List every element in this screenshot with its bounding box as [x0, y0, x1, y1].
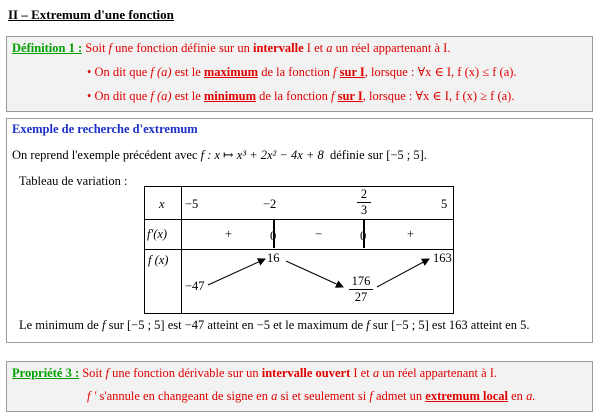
sign-zero: 0: [360, 229, 367, 243]
interval: [−5 ; 5]: [127, 318, 165, 332]
keyword-sur-i: sur I: [337, 89, 363, 103]
section-title: II – Extremum d'une fonction: [8, 7, 174, 22]
math-f: f: [369, 389, 373, 403]
math-a: a.: [526, 389, 536, 403]
interval: [−5 ; 5].: [386, 148, 427, 162]
fraction-denominator: 3: [360, 203, 368, 217]
text: un réel appartenant à I.: [335, 41, 451, 55]
text: est −47 atteint en −5 et le maximum de: [167, 318, 364, 332]
math-f: f: [108, 41, 113, 55]
math-f: f: [330, 89, 335, 103]
definition-line-min: [87, 88, 514, 104]
definition-line-1: [12, 41, 450, 56]
text: admet un: [375, 389, 423, 403]
text: • On dit que: [87, 65, 148, 79]
property-label: Propriété 3 :: [12, 366, 80, 380]
keyword-extremum-local: extremum local: [425, 389, 508, 403]
math-fa: f (a): [150, 89, 172, 103]
text: I et: [306, 41, 324, 55]
math-f: f: [333, 65, 337, 79]
text: une fonction définie sur un: [115, 41, 250, 55]
property-line-2: [87, 389, 535, 404]
math-f: f: [366, 318, 370, 332]
example-intro: [12, 147, 427, 163]
table-caption: Tableau de variation :: [19, 174, 128, 188]
text: définie sur: [329, 148, 384, 162]
x-header: x: [159, 197, 165, 211]
fraction-numerator: 176: [351, 274, 371, 288]
text: , lorsque :: [364, 65, 415, 79]
example-title: Exemple de recherche d'extremum: [12, 122, 198, 136]
math-fprime: f ′: [87, 389, 97, 403]
f-value: 163: [433, 251, 452, 265]
property-box: [6, 361, 593, 412]
keyword-intervalle: intervalle: [252, 41, 304, 55]
text: sur: [372, 318, 389, 332]
text: Soit: [82, 366, 103, 380]
math-a: a: [372, 366, 380, 380]
keyword-minimum: minimum: [203, 89, 256, 103]
x-value: 5: [441, 197, 448, 211]
math-a: a: [271, 389, 278, 403]
text: , lorsque :: [362, 89, 413, 103]
text: Le minimum de: [19, 318, 99, 332]
math-a: a: [326, 41, 333, 55]
definition-line-max: [87, 64, 517, 80]
math-f: f: [105, 366, 109, 380]
sign: +: [407, 227, 415, 241]
text: Soit: [85, 41, 106, 55]
variation-arrows: [145, 187, 455, 315]
text: I et: [353, 366, 370, 380]
text: sur: [108, 318, 124, 332]
arrow-decrease: [286, 261, 343, 287]
condition-min: ∀x ∈ I, f (x) ≥ f (a).: [415, 89, 515, 103]
x-value: −2: [263, 197, 277, 211]
keyword-maximum: maximum: [203, 65, 259, 79]
text: une fonction dérivable sur un: [112, 366, 259, 380]
text: un réel appartenant à I.: [382, 366, 498, 380]
arrow-increase: [208, 259, 265, 285]
definition-box: [6, 36, 593, 112]
fraction-denominator: 27: [354, 290, 368, 304]
text: • On dit que: [87, 89, 148, 103]
text: en: [511, 389, 523, 403]
text: de la fonction: [259, 89, 328, 103]
sign: −: [315, 227, 323, 241]
keyword-intervalle-ouvert: intervalle ouvert: [261, 366, 351, 380]
text: est le: [174, 89, 201, 103]
text: s'annule en changeant de signe en: [99, 389, 268, 403]
f-value: 16: [267, 251, 280, 265]
math-f: f: [101, 318, 106, 332]
condition-max: ∀x ∈ I, f (x) ≤ f (a).: [417, 65, 517, 79]
text: est le: [174, 65, 201, 79]
function-expression: f : x ↦ x³ + 2x² − 4x + 8: [200, 148, 324, 162]
interval: [−5 ; 5]: [391, 318, 429, 332]
sign-zero: 0: [270, 229, 277, 243]
function-header: f (x): [148, 253, 169, 267]
definition-label: Définition 1 :: [12, 41, 83, 55]
fraction-numerator: 2: [360, 187, 368, 201]
f-value: −47: [185, 279, 205, 293]
text: est 163 atteint en 5.: [431, 318, 530, 332]
text: de la fonction: [261, 65, 330, 79]
math-fa: f (a): [150, 65, 172, 79]
text: si et seulement si: [280, 389, 367, 403]
keyword-sur-i: sur I: [339, 65, 365, 79]
variation-table: [144, 186, 454, 314]
example-conclusion: [19, 318, 529, 333]
derivative-header: f′(x): [147, 227, 168, 241]
sign: +: [225, 227, 233, 241]
x-value: −5: [185, 197, 199, 211]
arrow-increase: [377, 259, 429, 287]
property-line-1: [12, 366, 497, 381]
text: On reprend l'exemple précédent avec: [12, 148, 198, 162]
